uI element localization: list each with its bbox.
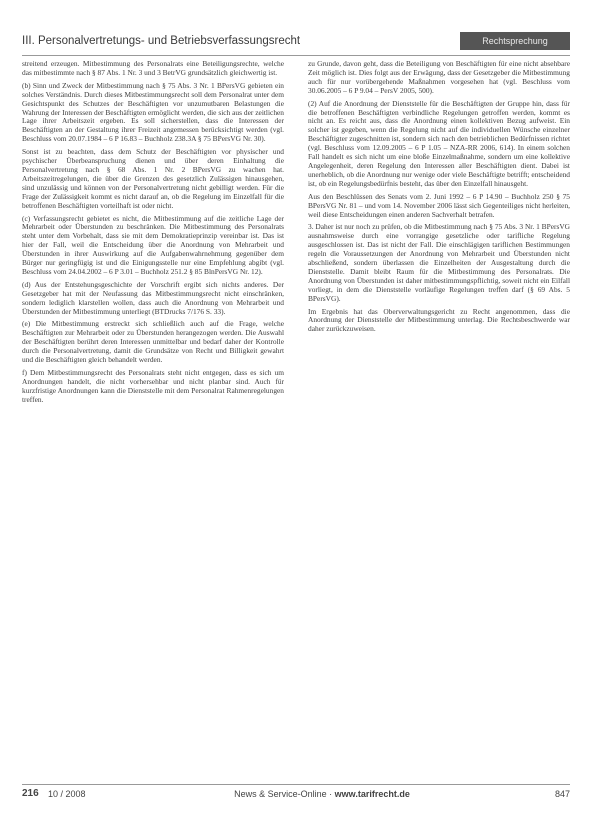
paragraph: zu Grunde, davon geht, dass die Beteiligung von Beschäftigten für eine nicht absehbare Zeit möglich ist. Dies folgt aus der Erwägung, dass der Gesetzgeber die Mitbestimmung auch für nur vorübergehende Maßnahmen vorgesehen hat (vgl. Beschluss vom 30.06.2005 – 6 P 9.04 – PersV 2005, 500). [308,60,570,95]
paragraph: 3. Daher ist nur noch zu prüfen, ob die Mitbestimmung nach § 75 Abs. 3 Nr. 1 BPersVG ausnahmsweise durch eine vorrangige gesetzliche oder tarifliche Regelung ausgeschlossen ist. Das ist nicht der Fall. Die einschlägigen tariflichen Bestimmungen regeln die Voraussetzungen der Anordnung von Mehrarbeit und Überstunden nicht abschließend, sondern überlassen die Einzelheiten der Ausgestaltung durch die Dienststelle. Damit bleibt Raum für die Mitbestimmung des Personalrats. Die Anordnung von Überstunden ist daher mitbestimmungspflichtig, soweit nicht ein Eilfall vorliegt, in dem die Dienststelle vorläufige Regelungen treffen darf (§ 69 Abs. 5 BPersVG). [308,222,570,303]
left-column [22,60,284,772]
header-divider [22,55,570,56]
footer-divider [22,784,570,785]
paragraph: streitend erzeugen. Mitbestimmung des Personalrats eine Beteiligungsrechte, welche das mitbestimmte nach § 87 Abs. 1 Nr. 3 und 3 BetrVG grundsätzlich gleichwertig ist. [22,60,284,77]
page-number-right: 847 [554,789,570,799]
page-number: 216 [22,788,39,799]
paragraph: (e) Die Mitbestimmung erstreckt sich schließlich auch auf die Frage, welche Beschäftigten zur Mehrarbeit oder zu Überstunden herangezogen werden. Die Auswahl der Beschäftigten berührt deren Interessen unmittelbar und bedarf daher der Kontrolle durch die Personalvertretung, damit die Grundsätze von Recht und Billigkeit gewahrt und die Beschäftigten gleich behandelt werden. [22,319,284,365]
right-column [308,60,570,772]
paragraph: Aus den Beschlüssen des Senats vom 2. Juni 1992 – 6 P 14.90 – Buchholz 250 § 75 BPersVG Nr. 81 – und vom 14. November 2006 lässt sich Gegenteiliges nicht herleiten, weil diese Entscheidungen einen anderen Sachverhalt betrafen. [308,191,570,219]
section-tag: Rechtsprechung [460,32,570,50]
paragraph: (c) Verfassungsrecht gebietet es nicht, die Mitbestimmung auf die zeitliche Lage der Mehrarbeit oder Überstunden zu beschränken. Die Mitbestimmung des Personalrats steht unter dem Vorbehalt, dass sie mit dem Demokratieprinzip vereinbar ist. Das ist hier der Fall, weil die Entscheidung über die Anordnung von Mehrarbeit und Überstunden in ihrer Auswirkung auf die Aufgabenwahrnehmung gegenüber dem Bürger nur geringfügig ist und die Einigungsstelle nur eine Empfehlung abgibt (vgl. Beschluss vom 24.04.2002 – 6 P 3.01 – Buchholz 251.2 § 85 BlnPersVG Nr. 12). [22,213,284,276]
paragraph: Sonst ist zu beachten, dass dem Schutz der Beschäftigten vor physischer und psychischer Überbeanspruchung dienen und über deren Einhaltung die Personalvertretung nach § 68 Abs. 1 Nr. 2 BPersVG zu wachen hat. Arbeitszeitregelungen, die über die Grenzen des gesetzlich Zulässigen hinausgehen, sind unzulässig und können von der Personalvertretung nicht gebilligt werden. Für die Frage der Zulässigkeit kommt es nicht darauf an, ob die Regelung im Einzelfall für die betroffenen Beschäftigten vorteilhaft ist oder nicht. [22,147,284,210]
paragraph: Im Ergebnis hat das Oberverwaltungsgericht zu Recht angenommen, dass die Anordnung der Dienststelle der Mitbestimmung unterlag. Die Rechtsbeschwerde war daher zurückzuweisen. [308,306,570,334]
paragraph: (2) Auf die Anordnung der Dienststelle für die Beschäftigten der Gruppe hin, dass für die betroffenen Beschäftigten verbindliche Regelungen getroffen werden, kommt es nicht an. Es reicht aus, dass die Anordnung einen kollektiven Bezug aufweist. Ein solcher ist gegeben, wenn die Regelung nicht auf die individuellen Wünsche einzelner Beschäftigter zugeschnitten ist, sondern sich nach den betrieblichen Bedürfnissen richtet (vgl. Beschluss vom 12.09.2005 – 6 P 1.05 – NZA-RR 2006, 614). In einem solchen Fall handelt es sich nicht um eine bloße Einzelmaßnahme, sondern um eine kollektive Angelegenheit, deren Regelung den Interessen aller Beschäftigten dient. Dabei ist unerheblich, ob die Anordnung nur wenige oder viele Beschäftigte betrifft; entscheidend ist, ob ein Regelungsbedürfnis besteht, das über den Einzelfall hinausgeht. [308,98,570,188]
issue-number: 10 / 2008 [48,789,86,799]
footer-service: News & Service-Online [234,789,327,799]
paragraph: f) Dem Mitbestimmungsrecht des Personalrats steht nicht entgegen, dass es sich um Anordnungen handelt, die nicht vorhersehbar und nicht planbar sind. Auch für kurzfristige Anordnungen kann die Dienststelle mit dem Personalrat Rahmenregelungen treffen. [22,368,284,404]
footer-publication: News & Service-Online · www.tarifrecht.de [234,789,410,799]
section-title: III. Personalvertretungs- und Betriebsverfassungsrecht [22,35,301,47]
paragraph: (d) Aus der Entstehungsgeschichte der Vorschrift ergibt sich nichts anderes. Der Gesetzgeber hat mit der Neufassung das Mitbestimmungsrecht nicht einschränken, sondern lediglich klarstellen wollen, dass auch die Anordnung von Mehrarbeit und Überstunden der Mitbestimmung unterliegt (BTDrucks 7/176 S. 33). [22,279,284,316]
page-header [22,32,570,52]
paragraph: (b) Sinn und Zweck der Mitbestimmung nach § 75 Abs. 3 Nr. 1 BPersVG gebieten ein solches Verständnis. Durch dieses Mitbestimmungsrecht soll dem Personalrat unter dem Gesichtspunkt des Schutzes der Beschäftigten vor unzumutbaren Belastungen die Wahrung der Interessen der Beschäftigten ermöglicht werden, die sich aus der zeitlichen Lage ihrer Arbeitszeit ergeben. Es soll sicherstellen, dass die Interessen der Beschäftigten an der Gestaltung ihrer Freizeit angemessen berücksichtigt werden (vgl. Beschluss vom 20.07.1984 – 6 P 16.83 – Buchholz 238.3A § 75 BPersVG Nr. 30). [22,80,284,144]
footer-url[interactable]: www.tarifrecht.de [334,789,410,799]
page-footer [22,788,570,802]
